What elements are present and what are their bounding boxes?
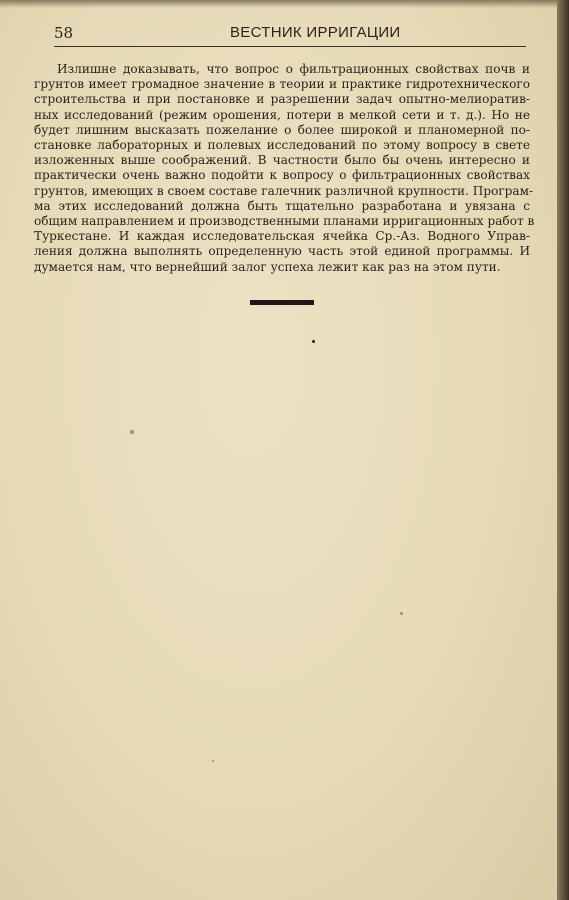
text-line: Туркестане. И каждая исследовательская ячейка Ср.-Аз. Водного Управ-	[34, 229, 530, 244]
ink-dot	[312, 340, 315, 343]
text-line: практически очень важно подойти к вопросу о фильтрационных свойствах	[34, 168, 530, 183]
running-header	[54, 22, 526, 47]
page-number: 58	[54, 24, 74, 42]
text-line: изложенных выше соображений. В частности было бы очень интересно и	[34, 153, 530, 168]
journal-title: ВЕСТНИК ИРРИГАЦИИ	[230, 24, 401, 41]
text-line: ления должна выполнять определенную часть этой единой программы. И	[34, 244, 530, 259]
text-line: строительства и при постановке и разрешении задач опытно-мелиоратив-	[34, 92, 530, 107]
text-line: ных исследований (режим орошения, потери в мелкой сети и т. д.). Но не	[34, 107, 530, 122]
article-paragraph	[34, 62, 535, 275]
text-line: Излишне доказывать, что вопрос о фильтрационных свойствах почв и	[57, 62, 530, 76]
text-line: становке лабораторных и полевых исследований по этому вопросу в свете	[34, 138, 530, 153]
text-line: думается нам, что вернейший залог успеха лежит как раз на этом пути.	[34, 259, 501, 274]
text-line: грунтов имеет громадное значение в теории и практике гидротехнического	[34, 77, 530, 92]
text-line: общим направлением и производственными планами ирригационных работ в	[34, 214, 535, 229]
top-shadow	[0, 0, 557, 8]
text-line: грунтов, имеющих в своем составе галечник различной крупности. Програм-	[34, 183, 534, 198]
paper-speck	[130, 430, 134, 434]
paper-speck	[212, 760, 214, 762]
text-line: ма этих исследований должна быть тщательно разработана и увязана с	[34, 198, 530, 213]
section-end-rule	[250, 300, 314, 305]
page-edge	[557, 0, 569, 900]
paper-speck	[400, 612, 403, 615]
text-line: будет лишним высказать пожелание о более широкой и планомерной по-	[34, 122, 530, 137]
